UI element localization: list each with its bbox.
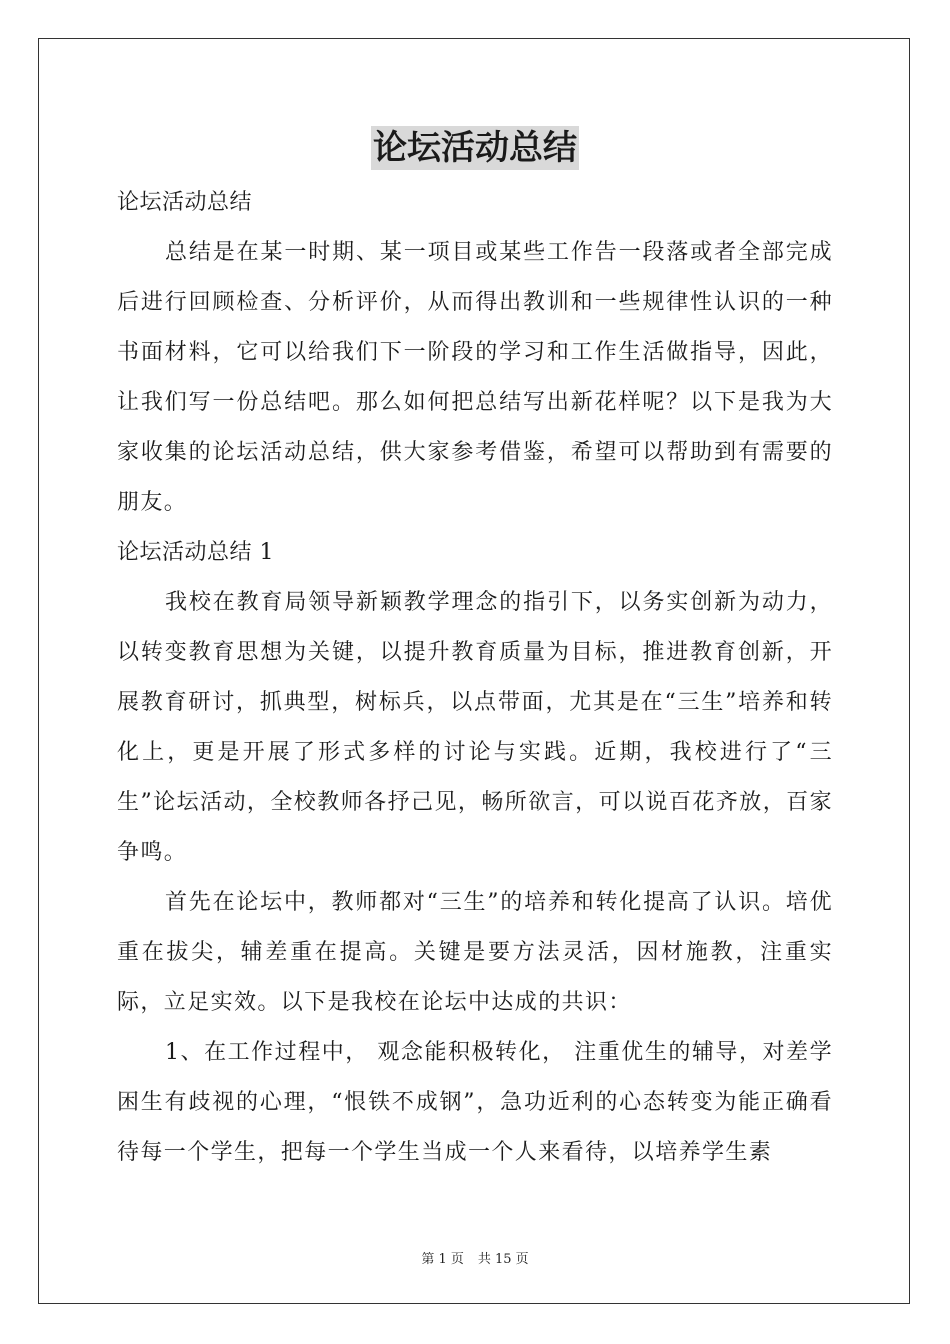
document-title: 论坛活动总结 — [373, 128, 577, 168]
body-paragraph: 我校在教育局领导新颖教学理念的指引下，以务实创新为动力，以转变教育思想为关键，以提升教育质量为目标，推进教育创新，开展教育研讨，抓典型，树标兵，以点带面，尤其是在“三生”培养和转化上，更是开展了形式多样的讨论与实践。近期，我校进行了“三生”论坛活动，全校教师各抒己见，畅所欲言，可以说百花齐放，百家争鸣。 — [117, 590, 833, 865]
body-paragraph: 1、在工作过程中， 观念能积极转化， 注重优生的辅导，对差学困生有歧视的心理，“恨铁不成钢”，急功近利的心态转变为能正确看待每一个学生，把每一个学生当成一个人来看待，以培养学生素 — [117, 1040, 833, 1165]
title-container — [0, 126, 950, 170]
document-body — [117, 178, 833, 1178]
page-number: 第 1 页 — [421, 1252, 464, 1267]
body-paragraph: 首先在论坛中，教师都对“三生”的培养和转化提高了认识。培优重在拔尖，辅差重在提高。关键是要方法灵活，因材施教，注重实际，立足实效。以下是我校在论坛中达成的共识： — [117, 890, 833, 1015]
section-heading: 论坛活动总结 1 — [117, 540, 274, 565]
page-footer — [0, 1248, 950, 1267]
body-paragraph: 总结是在某一时期、某一项目或某些工作告一段落或者全部完成后进行回顾检查、分析评价，从而得出教训和一些规律性认识的一种书面材料，它可以给我们下一阶段的学习和工作生活做指导，因此，让我们写一份总结吧。那么如何把总结写出新花样呢？以下是我为大家收集的论坛活动总结，供大家参考借鉴，希望可以帮助到有需要的朋友。 — [117, 240, 833, 515]
total-pages: 共 15 页 — [477, 1252, 529, 1267]
section-heading: 论坛活动总结 — [117, 190, 253, 215]
